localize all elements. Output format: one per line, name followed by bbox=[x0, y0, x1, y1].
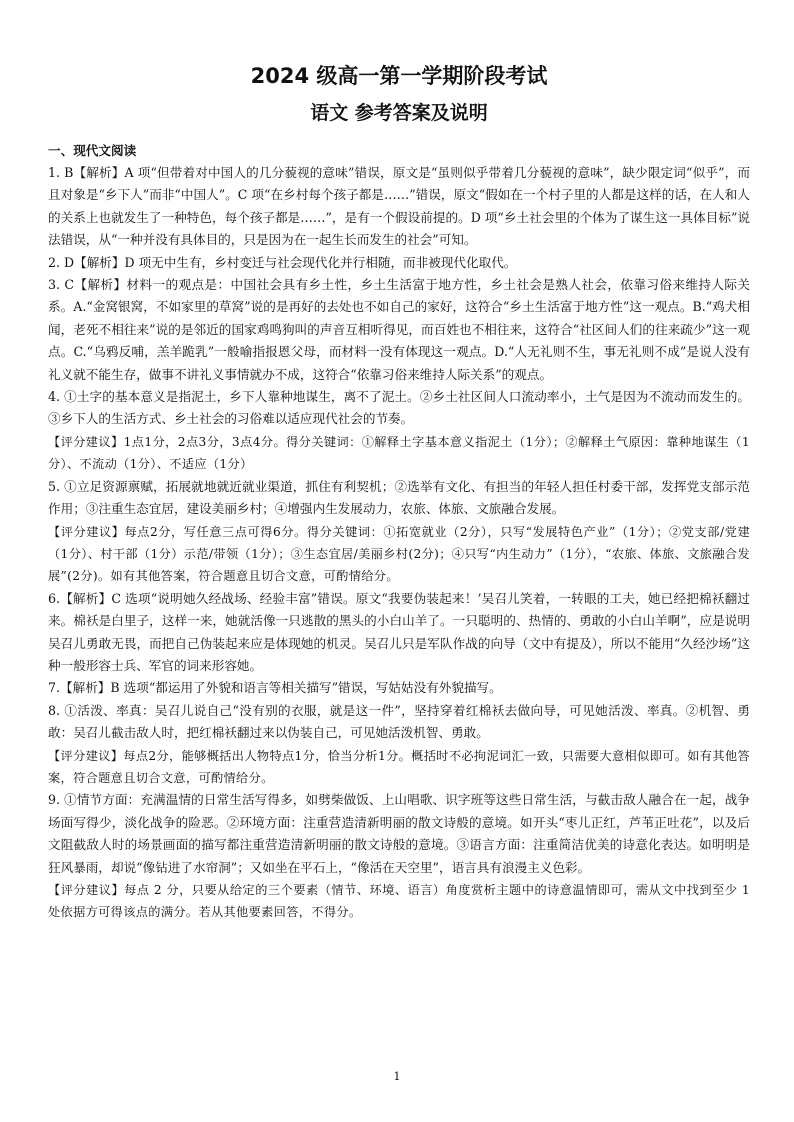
page-number: 1 bbox=[393, 1070, 401, 1083]
rubric-8: 【评分建议】每点2分，能够概括出人物特点1分，恰当分析1分。概括时不必拘泥词汇一致，只需要大意相似即可。如有其他答案，符合题意且切合文意，可酌情给分。 bbox=[48, 748, 750, 785]
answer-7: 7.【解析】B 选项“都运用了外貌和语言等相关描写”错误，写姑姑没有外貌描写。 bbox=[48, 680, 502, 696]
answer-4: 4. ①土字的基本意义是指泥土，乡下人靠种地谋生，离不了泥土。②乡土社区间人口流动率小，土气是因为不流动而发生的。③乡下人的生活方式、乡土社会的习俗难以适应现代社会的节奏。 bbox=[48, 389, 750, 427]
answer-1: 1. B【解析】A 项“但带着对中国人的几分藐视的意味”错误，原文是“虽则似乎带着几分藐视的意味”，缺少限定词“似乎”，而且对象是“乡下人”而非“中国人”。C 项“在乡村每个孩子都是……”错误，原文“假如在一个村子里的人都是这样的话，在人和人的关系上也就发生了一种特色，每个孩子都是……”，是有一个假设前提的。D 项“乡土社会里的个体为了谋生这一具体目标”说法错误，从“一种并没有具体目的，只是因为在一起生长而发生的社会”可知。 bbox=[48, 165, 750, 248]
section-heading: 一、现代文阅读 bbox=[48, 143, 137, 158]
rubric-9: 【评分建议】每点 2 分，只要从给定的三个要素（情节、环境、语言）角度赏析主题中的诗意温情即可，需从文中找到至少 1 处依据方可得该点的满分。若从其他要素回答，不得分。 bbox=[48, 883, 750, 920]
answer-9: 9. ①情节方面：充满温情的日常生活写得多，如劈柴做饭、上山唱歌、识字班等这些日常生活，与截击敌人融合在一起，战争场面写得少，淡化战争的险恶。②环境方面：注重营造清新明丽的散文诗般的意境。如开头“枣儿正红，芦苇正吐花”，以及后文阻截敌人时的场景画面的描写都注重营造清新明丽的散文诗般的意境。③语言方面：注重简洁优美的诗意化表达。如明明是狂风暴雨，却说“像钻进了水帘洞”；又如坐在平石上，“像活在天空里”，语言具有浪漫主义色彩。 bbox=[48, 792, 750, 875]
answer-2: 2. D【解析】D 项无中生有，乡村变迁与社会现代化并行相随，而非被现代化取代。 bbox=[48, 254, 517, 270]
document-subtitle: 语文 参考答案及说明 bbox=[310, 102, 488, 124]
answer-6: 6.【解析】C 选项“说明她久经战场、经验丰富”错误。原文“我要伪装起来！’吴召儿笑着，一转眼的工夫，她已经把棉袄翻过来。棉袄是白里子，这样一来，她就活像一只逃散的黑头的小白山羊了。一只聪明的、热情的、勇敢的小白山羊啊”，应是说明吴召儿勇敢无畏，而把自己伪装起来应是体现她的机灵。吴召儿只是军队作战的向导（文中有提及），所以不能用“久经沙场”这种一般形容士兵、军官的词来形容她。 bbox=[48, 590, 750, 673]
document-title: 2024 级高一第一学期阶段考试 bbox=[250, 64, 548, 88]
rubric-4: 【评分建议】1点1分，2点3分，3点4分。得分关键词：①解释土字基本意义指泥土（1分）；②解释土气原因：靠种地谋生（1分）、不流动（1分）、不适应（1分） bbox=[48, 434, 750, 472]
answer-3: 3. C【解析】材料一的观点是：中国社会具有乡土性，乡土生活富于地方性，乡土社会是熟人社会，依靠习俗来维持人际关系。A.“金窝银窝，不如家里的草窝”说的是再好的去处也不如自己的家好，这符合“乡土生活富于地方性”这一观点。B.“鸡犬相闻，老死不相往来”说的是邻近的国家鸡鸣狗叫的声音互相听得见，而百姓也不相往来，这符合“社区间人们的往来疏少”这一观点。C.“乌鸦反哺，羔羊跪乳”一般喻指报恩父母，而材料一没有体现这一观点。D.“人无礼则不生，事无礼则不成”是说人没有礼义就不能生存，做事不讲礼义事情就办不成，这符合“依靠习俗来维持人际关系”的观点。 bbox=[48, 277, 750, 382]
answer-8: 8. ①活泼、率真：吴召儿说自己“没有别的衣服，就是这一件”，坚持穿着红棉袄去做向导，可见她活泼、率真。②机智、勇敢：吴召儿截击敌人时，把红棉袄翻过来以伪装自己，可见她活泼机智、勇敢。 bbox=[48, 702, 750, 741]
answer-5: 5. ①立足资源禀赋，拓展就地就近就业渠道，抓住有利契机；②选举有文化、有担当的年轻人担任村委干部，发挥党支部示范作用；③注重生态宜居，建设美丽乡村；④增强内生发展动力，农旅、体旅、文旅融合发展。 bbox=[48, 478, 750, 517]
rubric-5: 【评分建议】每点2分，写任意三点可得6分。得分关键词：①拓宽就业（2分），只写“发展特色产业”（1分）；②党支部/党建（1分）、村干部（1分）示范/带领（1分）；③生态宜居/美丽乡村(2分)；④只写“内生动力”（1分），“农旅、体旅、文旅融合发展”(2分)。如有其他答案，符合题意且切合文意，可酌情给分。 bbox=[48, 524, 750, 584]
